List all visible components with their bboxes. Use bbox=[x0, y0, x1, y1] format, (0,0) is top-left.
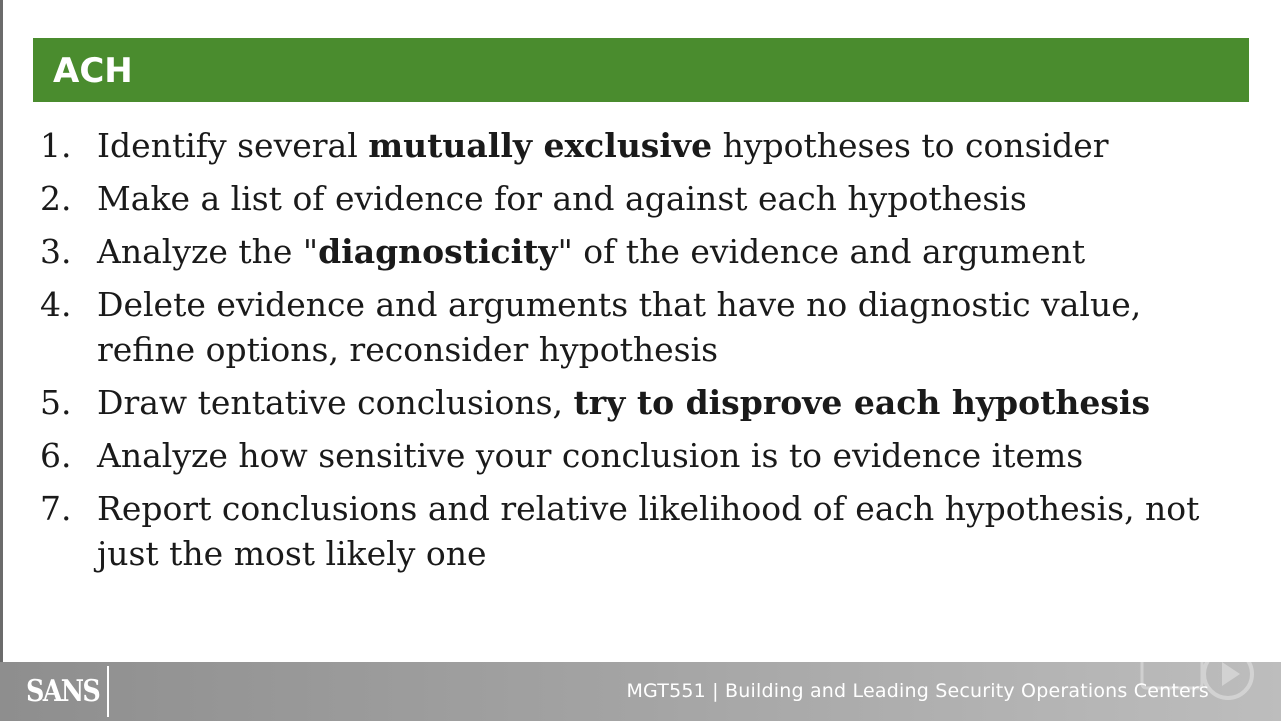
steps-list bbox=[40, 123, 1240, 584]
slide-title: ACH bbox=[53, 51, 133, 91]
step-text: Delete evidence and arguments that have no diagnostic value, refine options, reconsider hypothesis bbox=[97, 285, 1142, 369]
step-text: hypotheses to consider bbox=[712, 126, 1109, 165]
step-text: Analyze how sensitive your conclusion is to evidence items bbox=[97, 436, 1084, 475]
step-item bbox=[40, 229, 1240, 274]
footer-divider bbox=[107, 666, 109, 717]
step-text: Analyze the " bbox=[97, 232, 319, 271]
step-text: Report conclusions and relative likelihood of each hypothesis, not just the most likely one bbox=[97, 489, 1200, 573]
step-number: 4. bbox=[40, 285, 72, 324]
step-item bbox=[40, 123, 1240, 168]
step-emphasis: diagnosticity bbox=[318, 232, 558, 271]
step-number: 2. bbox=[40, 179, 72, 218]
step-text: " of the evidence and argument bbox=[557, 232, 1086, 271]
slide-title-bar bbox=[33, 38, 1249, 102]
step-item bbox=[40, 486, 1240, 576]
step-number: 1. bbox=[40, 126, 72, 165]
step-item bbox=[40, 282, 1240, 372]
step-number: 5. bbox=[40, 383, 72, 422]
step-number: 7. bbox=[40, 489, 72, 528]
sans-logo: SANS bbox=[26, 674, 100, 709]
step-emphasis: try to disprove each hypothesis bbox=[573, 383, 1151, 422]
step-item bbox=[40, 380, 1240, 425]
step-number: 6. bbox=[40, 436, 72, 475]
step-text: Identify several bbox=[97, 126, 369, 165]
footer-bar bbox=[0, 662, 1281, 721]
step-emphasis: mutually exclusive bbox=[368, 126, 713, 165]
step-item bbox=[40, 433, 1240, 478]
step-number: 3. bbox=[40, 232, 72, 271]
step-text: Draw tentative conclusions, bbox=[97, 383, 574, 422]
step-text: Make a list of evidence for and against each hypothesis bbox=[97, 179, 1027, 218]
left-edge-rule bbox=[0, 0, 3, 662]
course-title: MGT551 | Building and Leading Security Operations Centers bbox=[626, 680, 1209, 702]
step-item bbox=[40, 176, 1240, 221]
